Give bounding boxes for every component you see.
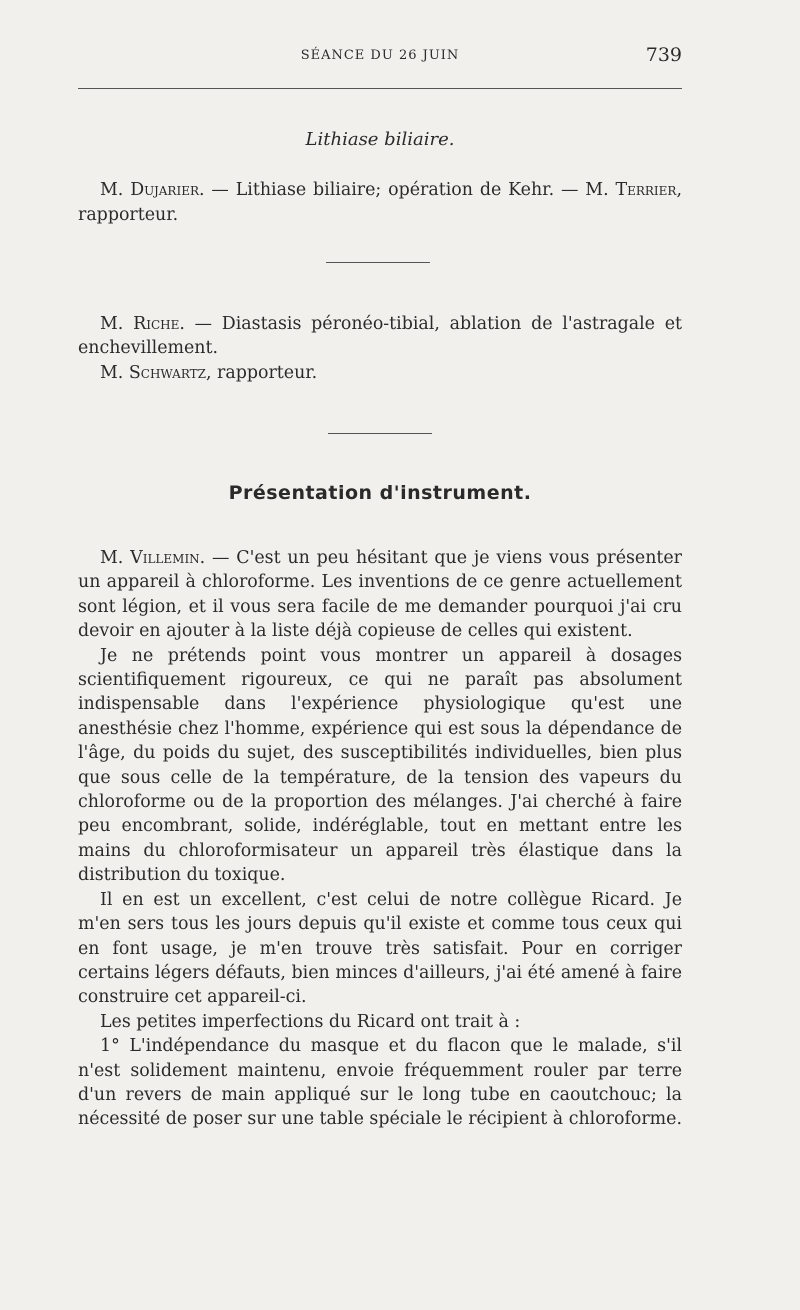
paragraph-5: 1° L'indépendance du masque et du flacon que le malade, s'il n'est solidement maintenu, envoie fréquemment rouler par terre d'un revers de main appliqué sur le long tube en caoutchouc; la nécessité de poser sur une table spéciale le récipient à chloroforme. (78, 1036, 682, 1130)
section-heading: Présentation d'instrument. (228, 482, 532, 504)
author-villemin: M. Villemin. (100, 548, 206, 568)
rapporteur-terrier-suffix: , rapporteur. (78, 180, 683, 225)
paragraph-4: Les petites imperfections du Ricard ont trait à : (100, 1011, 521, 1032)
running-header (78, 44, 682, 74)
paragraph-2: Je ne prétends point vous montrer un appareil à dosages scientifiquement rigoureux, ce qui ne paraît pas absolument indispensable dans l'expérience physiologique qu'est une anesthésie chez l'homme, expérience qui est sous la dépendance de l'âge, du poids du sujet, des susceptibilités individuelles, bien plus que sous celle de la température, de la tension des vapeurs du chloroforme ou de la proportion des mélanges. J'ai cherché à faire peu encombrant, solide, indéréglable, tout en mettant entre les mains du chloroformisateur un appareil très élastique dans la distribution du toxique. (78, 645, 682, 886)
dujarier-paragraph (78, 178, 682, 227)
section-villemin (78, 546, 682, 1132)
villemin-paragraph (78, 546, 682, 644)
lithiase-title: Lithiase biliaire. (305, 129, 455, 150)
author-riche: M. Riche. (100, 314, 185, 334)
running-title: SÉANCE DU 26 JUIN (300, 48, 460, 63)
paragraph-1: — C'est un peu hésitant que je viens vous présenter un appareil à chloroforme. Les inventions de ce genre actuellement sont légion, et il vous sera facile de me demander pourquoi j'ai cru devoir en ajouter à la liste déjà copieuse de celles qui existent. (78, 548, 682, 642)
section-riche (78, 312, 682, 385)
riche-paragraph (78, 312, 682, 361)
separator-rule (326, 262, 430, 263)
rapporteur-schwartz-suffix: , rapporteur. (206, 362, 318, 383)
page-number: 739 (645, 44, 682, 66)
section-lithiase (78, 128, 682, 227)
riche-body: — Diastasis péronéo-tibial, ablation de l'astragale et enchevillement. (78, 314, 682, 359)
rapporteur-schwartz: M. Schwartz (100, 362, 206, 383)
schwartz-line (78, 361, 682, 385)
author-dujarier: M. Dujarier. (100, 180, 205, 201)
separator-rule (328, 433, 432, 434)
header-rule (78, 88, 682, 89)
dujarier-body: — Lithiase biliaire; opération de Kehr. — (204, 180, 586, 201)
rapporteur-terrier: M. Terrier (585, 180, 677, 201)
paragraph-3: Il en est un excellent, c'est celui de notre collègue Ricard. Je m'en sers tous les jours depuis qu'il existe et comme tous ceux qui en font usage, je m'en trouve très satisfait. Pour en corriger certains légers défauts, bien minces d'ailleurs, j'ai été amené à faire construire cet appareil-ci. (78, 889, 682, 1008)
